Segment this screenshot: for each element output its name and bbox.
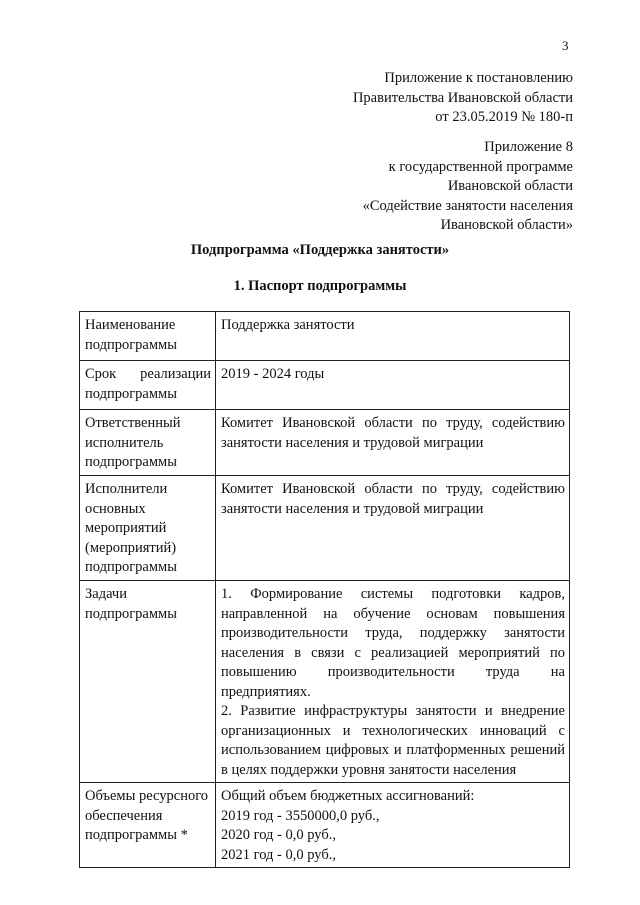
row-value: Общий объем бюджетных ассигнований: 2019 год - 3550000,0 руб., 2020 год - 0,0 руб., 2021 год - 0,0 руб., bbox=[216, 783, 570, 868]
table-row bbox=[80, 581, 570, 783]
row-value: 2019 - 2024 годы bbox=[216, 361, 570, 410]
header-line: Ивановской области» bbox=[440, 217, 573, 233]
row-value: Комитет Ивановской области по труду, содействию занятости населения и трудовой миграции bbox=[216, 476, 570, 581]
row-label: Исполнители основных мероприятий (мероприятий) подпрограммы bbox=[80, 476, 216, 581]
header-line: Приложение 8 bbox=[484, 139, 573, 155]
table-row bbox=[80, 361, 570, 410]
row-value: 1. Формирование системы подготовки кадров, направленной на обучение основам повышения производительности труда, поддержку занятости населения в связи с реализацией мероприятий по повышению производительности труда на предприятиях. 2. Развитие инфраструктуры занятости и внедрение организационных и технологических инноваций с использованием цифровых и платформенных решений в целях поддержки уровня занятости населения bbox=[216, 581, 570, 783]
row-label: Объемы ресурсного обеспечения подпрограммы * bbox=[80, 783, 216, 868]
row-label: Ответственный исполнитель подпрограммы bbox=[80, 410, 216, 476]
section-title: 1. Паспорт подпрограммы bbox=[233, 278, 407, 294]
row-label: Наименование подпрограммы bbox=[80, 312, 216, 361]
row-label: Задачи подпрограммы bbox=[80, 581, 216, 783]
header-line: «Содействие занятости населения bbox=[362, 197, 573, 214]
header-line: от 23.05.2019 № 180-п bbox=[435, 109, 573, 125]
header-line: Ивановской области bbox=[447, 178, 573, 194]
table-row bbox=[80, 476, 570, 581]
header-line: Правительства Ивановской области bbox=[352, 89, 573, 106]
resolution-appendix-header bbox=[353, 69, 573, 128]
passport-table bbox=[79, 311, 570, 868]
header-line: Приложение к постановлению bbox=[384, 70, 573, 86]
row-value: Комитет Ивановской области по труду, содействию занятости населения и трудовой миграции bbox=[216, 410, 570, 476]
row-label: Срок реализации подпрограммы bbox=[80, 361, 216, 410]
header-line: к государственной программе bbox=[388, 158, 573, 175]
table-row bbox=[80, 783, 570, 868]
program-appendix-header bbox=[363, 138, 573, 236]
row-value: Поддержка занятости bbox=[216, 312, 570, 361]
table-row bbox=[80, 312, 570, 361]
page-number: 3 bbox=[562, 38, 569, 53]
table-row bbox=[80, 410, 570, 476]
subprogram-title: Подпрограмма «Поддержка занятости» bbox=[190, 242, 450, 258]
